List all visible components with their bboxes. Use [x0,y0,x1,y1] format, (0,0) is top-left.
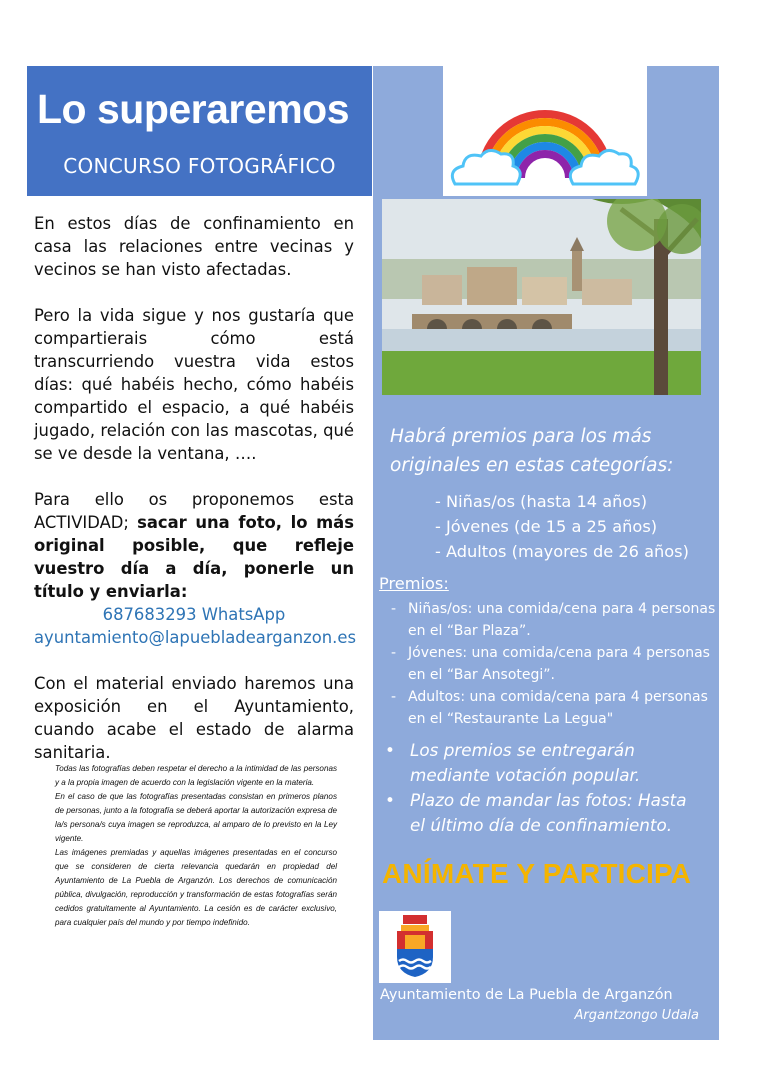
legal-paragraph: Todas las fotografías deben respetar el derecho a la intimidad de las personas y a la propia imagen de acuerdo con la legislación vigente en la materia. [55,764,337,787]
phone-link[interactable]: 687683293 WhatsApp [102,605,286,624]
rainbow-icon [443,66,647,196]
body-text [34,212,354,764]
legal-paragraph: Las imágenes premiadas y aquellas imágenes presentadas en el concurso que se consideren de cierta relevancia quedarán en propiedad del Ayuntamiento de La Puebla de Arganzón. Los derechos de comunicación pública, divulgación, reproducción y transformación de estas fotografías serán cedidos gratuitamente al Ayuntamiento. La cesión es de carácter exclusivo, para cualquier país del mundo y por tiempo indefinido. [55,848,337,927]
list-item: • Plazo de mandar las fotos: Hasta el último día de confinamiento. [385,788,705,838]
village-photo [382,199,701,395]
intro-paragraph: Pero la vida sigue y nos gustaría que compartierais cómo está transcurriendo vuestra vida estos días: qué habéis hecho, cómo habéis compartido el espacio, a qué habéis jugado, relación con las mascotas, qué se ve desde la ventana, …. [34,306,354,463]
list-item: - Niñas/os: una comida/cena para 4 personas en el “Bar Plaza”. [388,598,716,642]
exhibition-paragraph: Con el material enviado haremos una exposición en el Ayuntamiento, cuando acabe el estado de alarma sanitaria. [34,674,354,762]
rainbow-illustration [443,66,647,196]
intro-paragraph: En estos días de confinamiento en casa las relaciones entre vecinas y vecinos se han visto afectadas. [34,214,354,279]
list-item: - Adultos (mayores de 26 años) [435,542,689,561]
activity-text: Para ello os proponemos esta ACTIVIDAD; [34,490,354,532]
premios-list [388,598,716,730]
coat-of-arms [379,911,451,983]
prizes-intro: Habrá premios para los más originales en estas categorías: [390,426,674,476]
call-to-action: ANÍMATE Y PARTICIPA [382,858,692,889]
organization-basque-name: Argantzongo Udala [574,1008,699,1023]
activity-paragraph [34,488,354,603]
categories-list [435,489,689,564]
premios-heading: Premios: [379,574,449,593]
page-subtitle: CONCURSO FOTOGRÁFICO [63,154,336,178]
list-item: - Jóvenes: una comida/cena para 4 personas en el “Bar Ansotegi”. [388,642,716,686]
activity-instructions: sacar una foto, lo más original posible, que refleje vuestro día a día, ponerle un título y enviarla: [34,513,354,601]
rules-list [385,738,705,838]
legal-paragraph: En el caso de que las fotografías presentadas consistan en primeros planos de personas, junto a la fotografía se deberá aportar la autorización expresa de la/s persona/s cuya imagen se reproduzca, al amparo de lo previsto en la Ley vigente. [55,792,337,843]
crest-icon [379,911,451,983]
header-banner [27,66,372,196]
village-bridge-image [382,199,701,395]
info-panel [373,66,719,1040]
list-item: - Jóvenes (de 15 a 25 años) [435,517,658,536]
page-title: Lo superaremos [37,86,349,132]
list-item: - Niñas/os (hasta 14 años) [435,492,648,511]
organization-name: Ayuntamiento de La Puebla de Arganzón [380,987,673,1003]
list-item: • Los premios se entregarán mediante votación popular. [385,738,705,788]
list-item: - Adultos: una comida/cena para 4 personas en el “Restaurante La Legua" [388,686,716,730]
legal-notice [55,762,337,930]
email-link[interactable]: ayuntamiento@lapuebladearganzon.es [34,628,356,647]
